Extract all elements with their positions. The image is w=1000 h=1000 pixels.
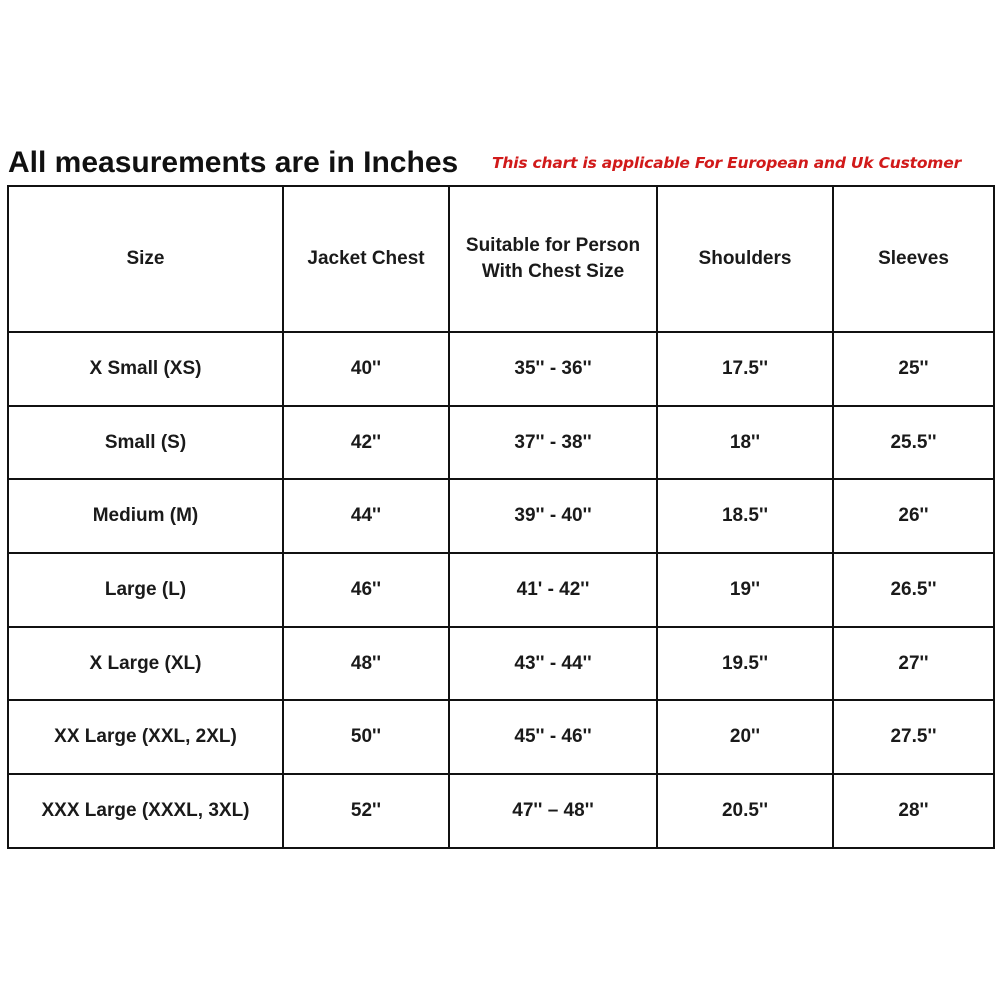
cell-person-chest: 47'' – 48'' (449, 774, 657, 848)
cell-jacket-chest: 40'' (283, 332, 449, 406)
header-size: Size (8, 186, 283, 332)
table-row (8, 627, 994, 701)
cell-person-chest: 37'' - 38'' (449, 406, 657, 480)
size-chart-table (7, 185, 995, 849)
table-row (8, 332, 994, 406)
cell-sleeves: 25.5'' (833, 406, 994, 480)
cell-shoulders: 18'' (657, 406, 833, 480)
cell-shoulders: 18.5'' (657, 479, 833, 553)
table-row (8, 774, 994, 848)
cell-sleeves: 26.5'' (833, 553, 994, 627)
cell-size: XX Large (XXL, 2XL) (8, 700, 283, 774)
header-person-chest (449, 186, 657, 332)
cell-jacket-chest: 46'' (283, 553, 449, 627)
table-header (8, 186, 994, 332)
table-body (8, 332, 994, 848)
cell-person-chest: 43'' - 44'' (449, 627, 657, 701)
table-row (8, 700, 994, 774)
cell-sleeves: 28'' (833, 774, 994, 848)
page-title: All measurements are in Inches (8, 146, 459, 179)
chart-heading (8, 144, 992, 184)
cell-shoulders: 17.5'' (657, 332, 833, 406)
header-person-chest-line2: With Chest Size (481, 261, 625, 282)
cell-size: X Large (XL) (8, 627, 283, 701)
cell-sleeves: 27.5'' (833, 700, 994, 774)
cell-shoulders: 19'' (657, 553, 833, 627)
cell-sleeves: 27'' (833, 627, 994, 701)
cell-person-chest: 45'' - 46'' (449, 700, 657, 774)
header-row (8, 186, 994, 332)
table-row (8, 406, 994, 480)
cell-jacket-chest: 52'' (283, 774, 449, 848)
cell-shoulders: 19.5'' (657, 627, 833, 701)
table-row (8, 479, 994, 553)
cell-size: Medium (M) (8, 479, 283, 553)
cell-size: Large (L) (8, 553, 283, 627)
table-row (8, 553, 994, 627)
cell-sleeves: 26'' (833, 479, 994, 553)
header-jacket-chest: Jacket Chest (283, 186, 449, 332)
header-person-chest-line1: Suitable for Person (465, 235, 641, 256)
header-sleeves: Sleeves (833, 186, 994, 332)
cell-person-chest: 39'' - 40'' (449, 479, 657, 553)
cell-shoulders: 20'' (657, 700, 833, 774)
cell-size: X Small (XS) (8, 332, 283, 406)
cell-sleeves: 25'' (833, 332, 994, 406)
cell-jacket-chest: 48'' (283, 627, 449, 701)
cell-person-chest: 35'' - 36'' (449, 332, 657, 406)
cell-person-chest: 41' - 42'' (449, 553, 657, 627)
cell-jacket-chest: 50'' (283, 700, 449, 774)
cell-jacket-chest: 44'' (283, 479, 449, 553)
header-shoulders: Shoulders (657, 186, 833, 332)
cell-shoulders: 20.5'' (657, 774, 833, 848)
region-note: This chart is applicable For European and Uk Customer (492, 154, 962, 172)
cell-size: XXX Large (XXXL, 3XL) (8, 774, 283, 848)
cell-jacket-chest: 42'' (283, 406, 449, 480)
cell-size: Small (S) (8, 406, 283, 480)
